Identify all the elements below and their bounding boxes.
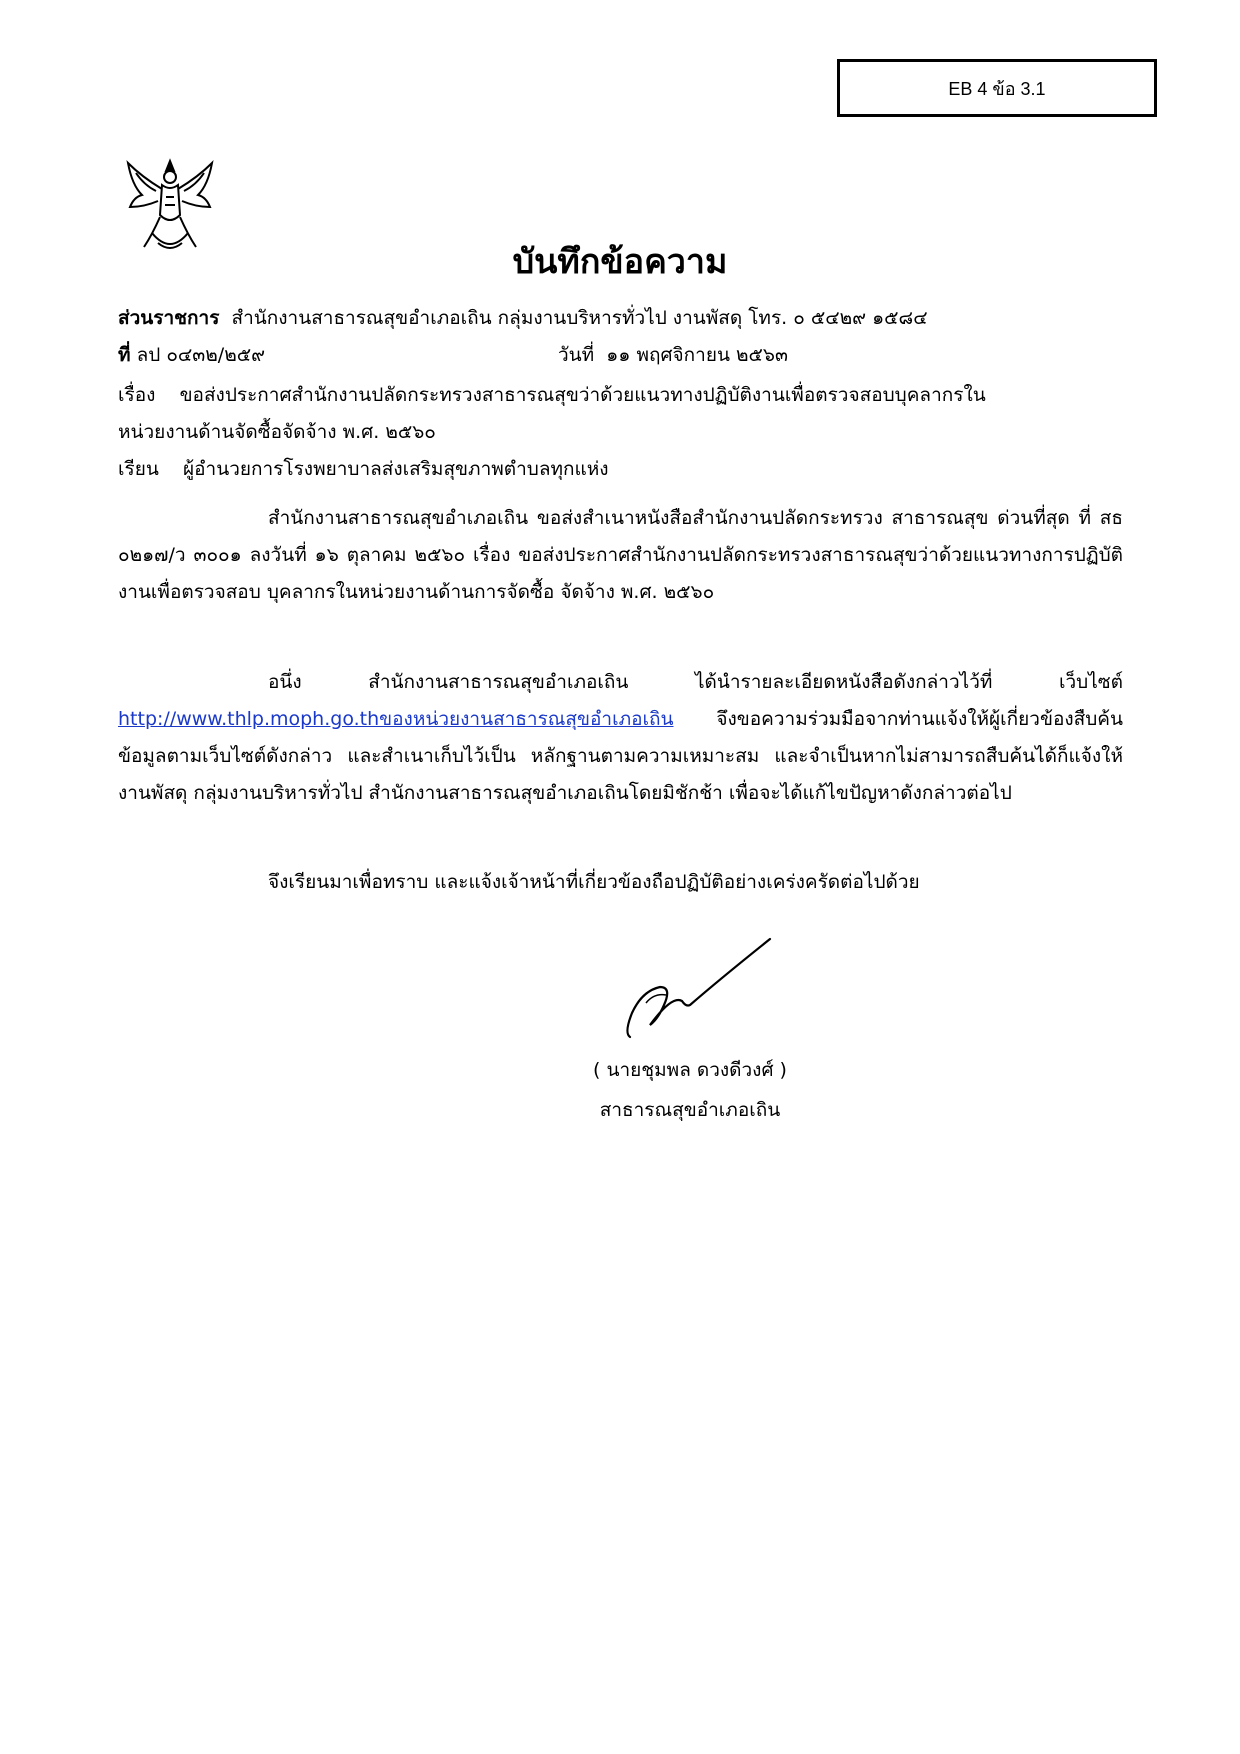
paragraph-2-rest: จึงขอความร่วมมือจากท่านแจ้งให้ผู้เกี่ยวข้องสืบค้นข้อมูลตามเว็บไซต์ดังกล่าว และสำเนาเก็บไว้เป็น หลักฐานตามความเหมาะสม และจำเป็นหากไม่สามารถสืบค้นได้ก็แจ้งให้ งานพัสดุ กลุ่มงานบริหารทั่วไป สำนักงานสาธารณสุขอำเภอเถินโดยมิชักช้า เพื่อจะได้แก้ไขปัญหาดังกล่าวต่อไป [118,708,1123,804]
body-paragraph-1: สำนักงานสาธารณสุขอำเภอเถิน ขอส่งสำเนาหนังสือสำนักงานปลัดกระทรวง สาธารณสุข ด่วนที่สุด ที่ สธ ๐๒๑๗/ว ๓๐๐๑ ลงวันที่ ๑๖ ตุลาคม ๒๕๖๐ เรื่อง ขอส่งประกาศสำนักงานปลัดกระทรวงสาธารณสุขว่าด้วยแนวทางการปฏิบัติงานเพื่อตรวจสอบ บุคลากรในหน่วยงานด้านการจัดซื้อ จัดจ้าง พ.ศ. ๒๕๖๐ [118,507,1123,603]
reference-label: ที่ [118,344,131,366]
document-tag-box [837,59,1157,117]
recipient-label: เรียน [118,458,159,480]
document-title: บันทึกข้อความ [512,242,728,282]
reference-line [118,337,1123,374]
date-label: วันที่ [558,344,595,366]
body-paragraph-2 [118,664,1123,812]
subject-continuation [118,414,1123,451]
department-label: ส่วนราชการ [118,307,220,329]
subject-value-line1: ขอส่งประกาศสำนักงานปลัดกระทรวงสาธารณสุขว่าด้วยแนวทางปฏิบัติงานเพื่อตรวจสอบบุคลากรใน [179,384,986,406]
department-value: สำนักงานสาธารณสุขอำเภอเถิน กลุ่มงานบริหารทั่วไป งานพัสดุ โทร. ๐ ๕๔๒๙ ๑๕๘๔ [231,307,928,329]
signatory-position: สาธารณสุขอำเภอเถิน [599,1099,781,1121]
date-value: ๑๑ พฤศจิกายน ๒๕๖๓ [606,344,788,366]
reference-value: ลป ๐๔๓๒/๒๕๙ [136,344,266,366]
subject-value-line2: หน่วยงานด้านจัดซื้อจัดจ้าง พ.ศ. ๒๕๖๐ [118,421,436,443]
closing-paragraph: จึงเรียนมาเพื่อทราบ และแจ้งเจ้าหน้าที่เกี่ยวข้องถือปฏิบัติอย่างเคร่งครัดต่อไปด้วย [268,871,920,893]
recipient-value: ผู้อำนวยการโรงพยาบาลส่งเสริมสุขภาพตำบลทุกแห่ง [183,458,609,480]
department-line [118,300,1123,337]
website-link[interactable]: http://www.thlp.moph.go.thของหน่วยงานสาธารณสุขอำเภอเถิน [118,708,674,730]
subject-line [118,377,1123,414]
recipient-line [118,451,1123,488]
signatory-name: ( นายชุมพล ดวงดีวงศ์ ) [593,1059,787,1081]
subject-label: เรื่อง [118,384,156,406]
date-group [558,337,788,374]
document-tag-text: EB 4 ข้อ 3.1 [948,78,1046,99]
signature-mark [620,933,780,1043]
paragraph-2-intro: อนึ่ง สำนักงานสาธารณสุขอำเภอเถิน ได้นำรายละเอียดหนังสือดังกล่าวไว้ที่ เว็บไซต์ [268,671,1123,693]
